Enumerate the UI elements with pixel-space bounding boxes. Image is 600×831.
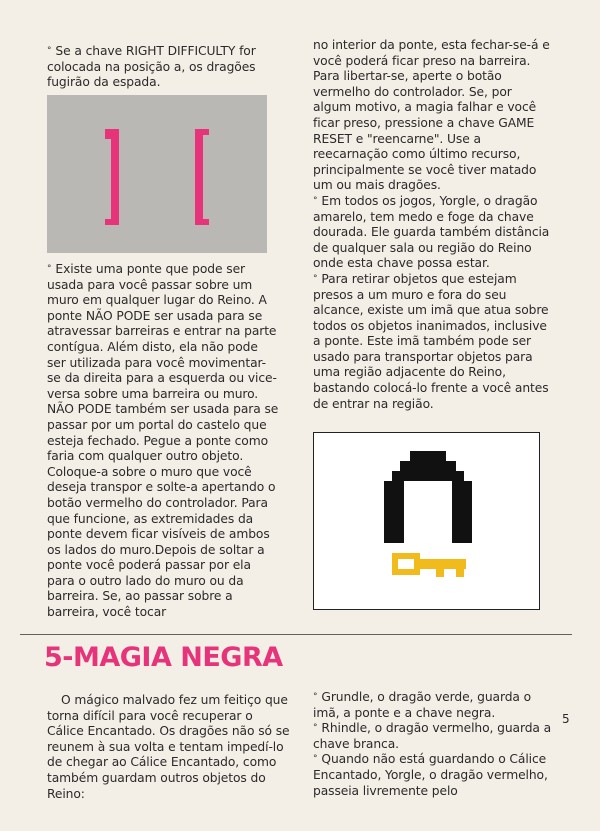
section-left-column: [47, 693, 292, 802]
bridge-icon: [47, 95, 267, 253]
paragraph-magnet: ° Para retirar objetos que estejam presos a um muro e fora do seu alcance, existe um imã que atua sobre todos os objetos inanimados, inclusive a ponte. Este imã também pode ser usado para transportar objetos para uma região adjacente do Reino, bastando colocá-lo frente a você antes de entrar na região.: [313, 271, 549, 411]
right-column-top: [313, 38, 553, 412]
section-title: 5-MAGIA NEGRA: [44, 642, 283, 673]
bridge-screenshot: [47, 95, 267, 253]
paragraph-yorgle: ° Em todos os jogos, Yorgle, o dragão amarelo, tem medo e foge da chave dourada. Ele guarda também distância de qualquer sala ou região do Reino onde esta chave possa estar.: [313, 193, 550, 271]
bullet: °: [313, 195, 318, 206]
left-column-bridge: [47, 262, 279, 621]
left-column-top: [47, 44, 279, 91]
magnet-key-screenshot: [313, 432, 540, 610]
bullet: °: [47, 46, 52, 56]
bullet: °: [313, 692, 318, 702]
list-item-grundle: ° Grundle, o dragão verde, guarda o imã, a ponte e a chave negra.: [313, 690, 532, 720]
paragraph-magic-intro: O mágico malvado fez um feitiço que torna difícil para você recuperar o Cálice Encantado. Os dragões não só se reunem à sua volta e tentam impedí-lo de chegar ao Cálice Encantado, como também guardam outros objetos do Reino:: [47, 693, 290, 801]
section-right-column: [313, 690, 553, 799]
bullet: °: [47, 264, 52, 274]
paragraph-difficulty: ° Se a chave RIGHT DIFFICULTY for colocada na posição a, os dragões fugirão da espada.: [47, 44, 256, 90]
list-item-rhindle: ° Rhindle, o dragão vermelho, guarda a chave branca.: [313, 721, 552, 751]
bullet: °: [313, 273, 318, 284]
list-item-yorgle: ° Quando não está guardando o Cálice Encantado, Yorgle, o dragão vermelho, passeia livremente pelo: [313, 752, 548, 798]
paragraph-bridge: ° Existe uma ponte que pode ser usada para você passar sobre um muro em qualquer lugar do Reino. A ponte NÃO PODE ser usada para se atravessar barreiras e entrar na parte contígua. Além disto, ela não pode ser utilizada para você movimentar-se da direita para a esquerda ou vice-versa sobre uma barreira ou muro. NÃO PODE também ser usada para se passar por um portal do castelo que esteja fechado. Pegue a ponte como faria com qualquer outro objeto. Coloque-a sobre o muro que você deseja transpor e solte-a apertando o botão vermelho do controlador. Para que funcione, as extremidades da ponte devem ficar visíveis de ambos os lados do muro.Depois de soltar a ponte você poderá passar por ela para o outro lado do muro ou da barreira. Se, ao passar sobre a barreira, você tocar: [47, 262, 279, 620]
page-number: 5: [562, 712, 570, 726]
paragraph-bridge-continued: no interior da ponte, esta fechar-se-á e você poderá ficar preso na barreira. Para libertar-se, aperte o botão vermelho do controlador. Se, por algum motivo, a magia falhar e você ficar preso, pressione a chave GAME RESET e "reencarne". Use a reecarnação como último recurso, principalmente se você tiver matado um ou mais dragões.: [313, 38, 550, 193]
section-divider: [20, 634, 572, 635]
magnet-icon: [384, 451, 472, 543]
bullet: °: [313, 754, 318, 765]
key-icon: [392, 553, 466, 577]
bullet: °: [313, 723, 318, 734]
